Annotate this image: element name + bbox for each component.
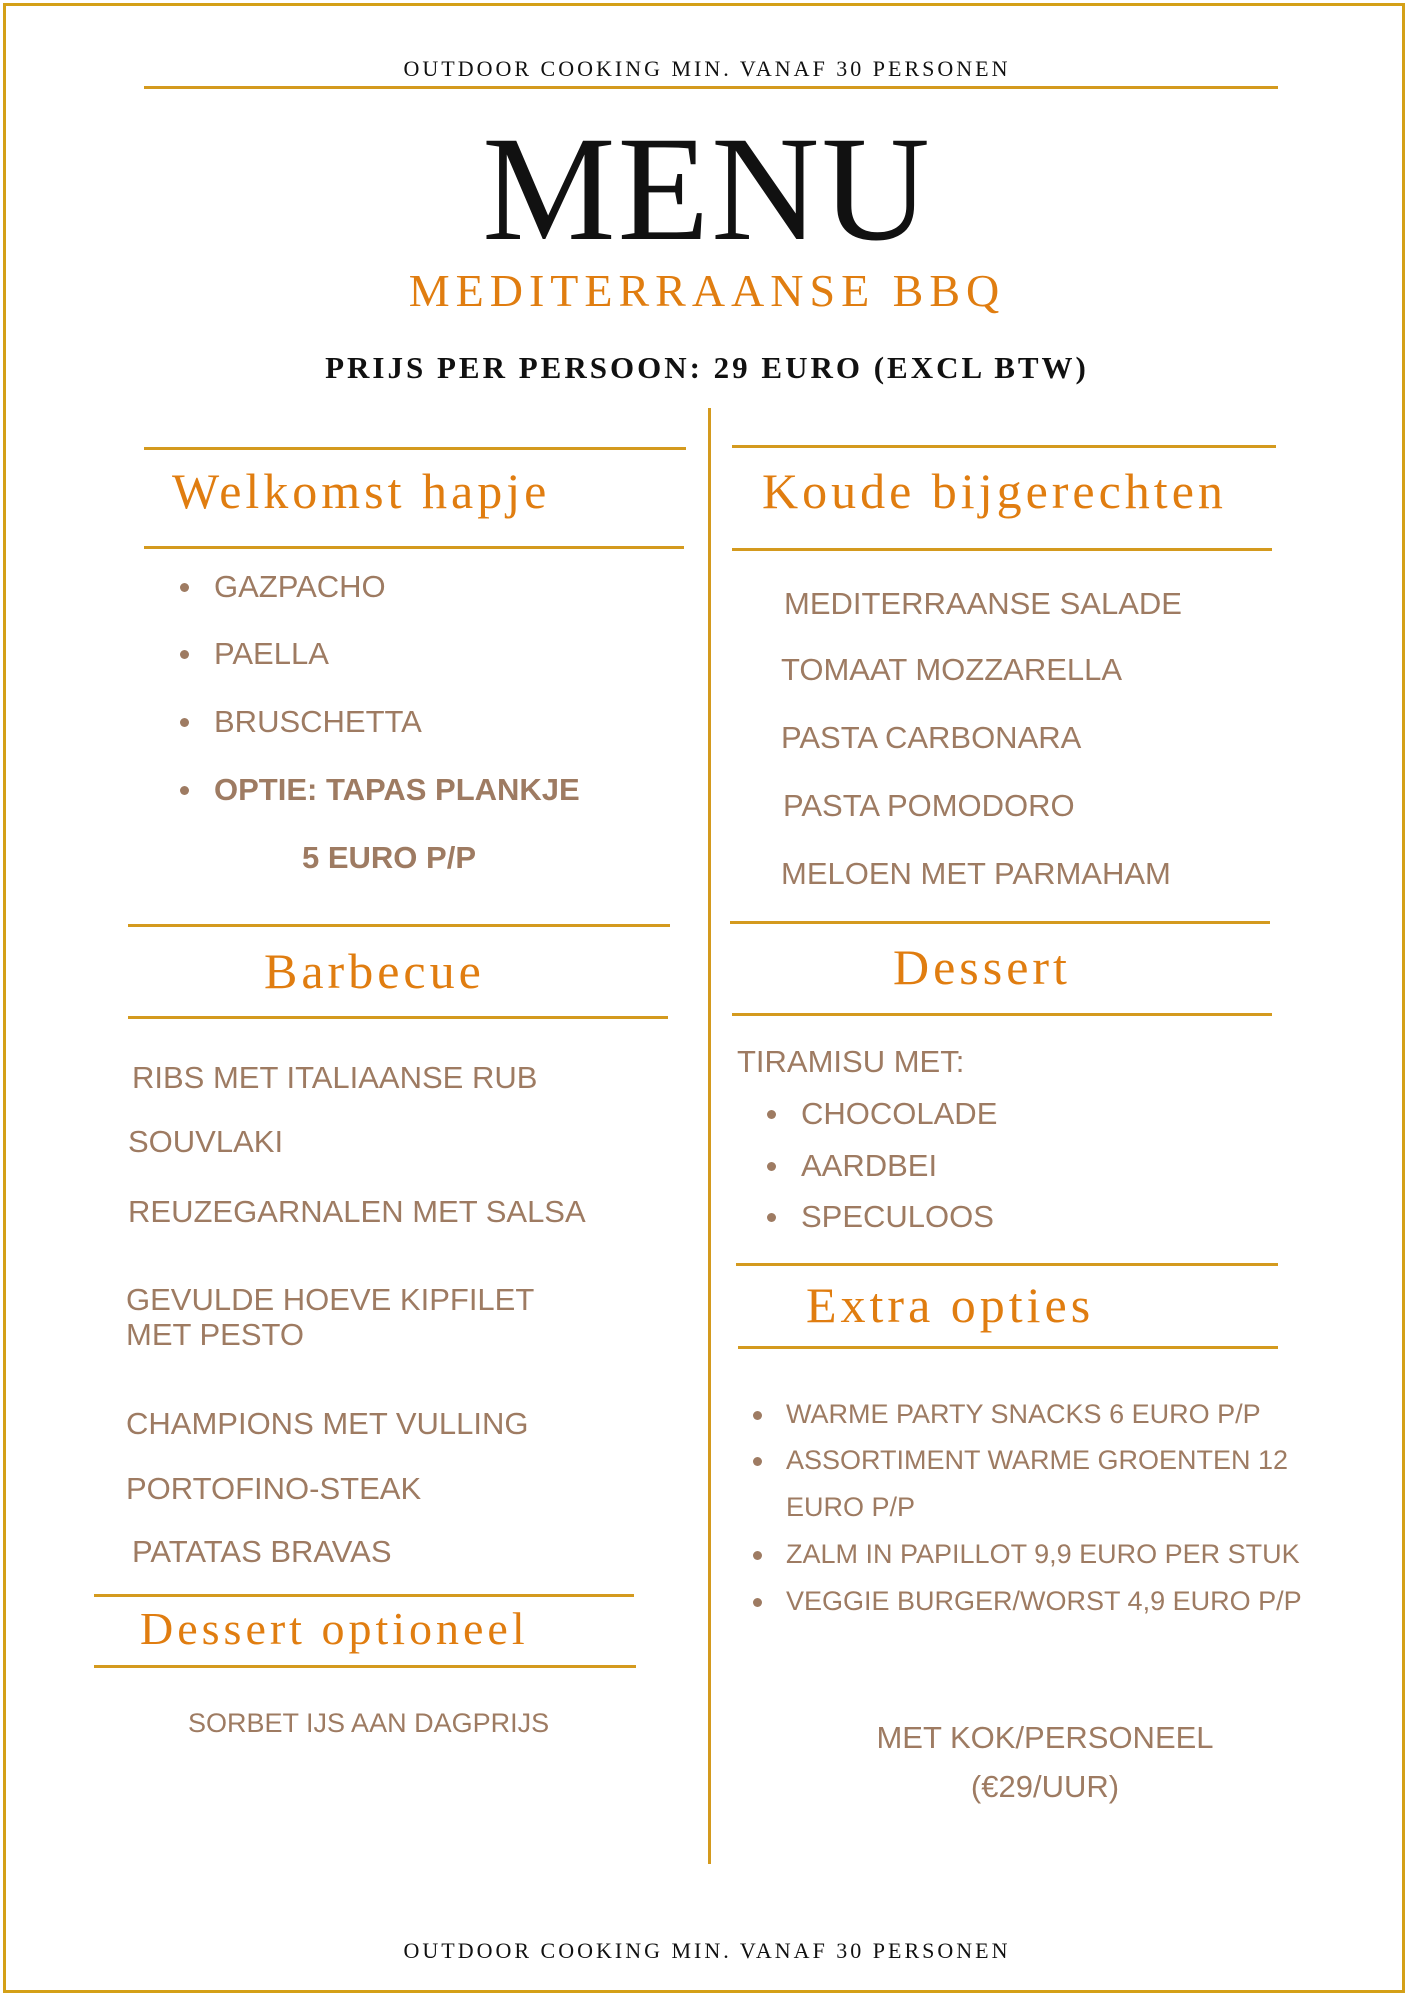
bullet-icon [753,1598,762,1607]
bullet-icon [180,583,189,592]
bullet-icon [767,1162,776,1171]
welkomst-top-rule [144,447,686,450]
page-title: MENU [482,106,932,272]
welkomst-option-price: 5 EURO P/P [302,840,476,875]
dessert-optioneel-heading: Dessert optioneel [140,1603,529,1654]
bullet-icon [767,1110,776,1119]
bullet-icon [180,650,189,659]
dessert-top-rule [730,921,1270,924]
extra-item: ZALM IN PAPILLOT 9,9 EURO PER STUK [786,1539,1300,1569]
bottom-note: OUTDOOR COOKING MIN. VANAF 30 PERSONEN [403,1938,1011,1963]
barbecue-item: GEVULDE HOEVE KIPFILET [126,1282,535,1317]
dessert-optioneel-bottom-rule [94,1665,636,1668]
koude-top-rule [732,445,1276,448]
koude-item: PASTA POMODORO [783,788,1075,823]
bullet-icon [180,786,189,795]
welkomst-item: GAZPACHO [214,569,386,604]
bullet-icon [753,1551,762,1560]
dessert-heading: Dessert [893,939,1071,995]
extra-bottom-rule [738,1346,1278,1349]
barbecue-top-rule [128,924,670,927]
koude-heading: Koude bijgerechten [762,463,1227,519]
dessert-item: CHOCOLADE [801,1096,998,1131]
dessert-optioneel-top-rule [94,1594,634,1597]
barbecue-item: MET PESTO [126,1317,305,1352]
extra-heading: Extra opties [806,1277,1095,1333]
extra-item: EURO P/P [786,1492,916,1522]
dessert-optioneel-item: SORBET IJS AAN DAGPRIJS [188,1708,550,1738]
koude-item: PASTA CARBONARA [781,720,1082,755]
top-divider [144,86,1278,89]
koude-item: MELOEN MET PARMAHAM [781,856,1171,891]
welkomst-item: BRUSCHETTA [214,704,422,739]
dessert-intro: TIRAMISU MET: [737,1044,965,1079]
barbecue-heading: Barbecue [264,943,485,999]
staff-line-1: MET KOK/PERSONEEL [876,1720,1214,1755]
extra-top-rule [736,1263,1278,1266]
bullet-icon [767,1213,776,1222]
bullet-icon [753,1457,762,1466]
welkomst-bottom-rule [144,546,684,549]
staff-line-2: (€29/UUR) [970,1769,1120,1804]
extra-item: VEGGIE BURGER/WORST 4,9 EURO P/P [786,1586,1302,1616]
extra-item: ASSORTIMENT WARME GROENTEN 12 [786,1445,1289,1475]
extra-item: WARME PARTY SNACKS 6 EURO P/P [786,1399,1261,1429]
barbecue-item: PORTOFINO-STEAK [126,1471,422,1506]
welkomst-heading: Welkomst hapje [172,463,551,519]
koude-item: TOMAAT MOZZARELLA [781,652,1123,687]
koude-item: MEDITERRAANSE SALADE [784,586,1182,621]
bullet-icon [753,1411,762,1420]
dessert-item: SPECULOOS [801,1199,994,1234]
top-note: OUTDOOR COOKING MIN. VANAF 30 PERSONEN [403,56,1011,81]
barbecue-item: CHAMPIONS MET VULLING [126,1406,529,1441]
column-divider [708,408,711,1864]
page-subtitle: MEDITERRAANSE BBQ [408,265,1006,316]
barbecue-bottom-rule [128,1016,668,1019]
barbecue-item: SOUVLAKI [128,1124,284,1159]
dessert-bottom-rule [732,1013,1272,1016]
dessert-item: AARDBEI [801,1148,938,1183]
barbecue-item: PATATAS BRAVAS [132,1534,392,1569]
koude-bottom-rule [732,548,1272,551]
welkomst-option: OPTIE: TAPAS PLANKJE [214,772,580,807]
price-line: PRIJS PER PERSOON: 29 EURO (EXCL BTW) [325,350,1089,385]
bullet-icon [180,718,189,727]
barbecue-item: RIBS MET ITALIAANSE RUB [132,1060,538,1095]
barbecue-item: REUZEGARNALEN MET SALSA [128,1194,586,1229]
welkomst-item: PAELLA [214,636,329,671]
